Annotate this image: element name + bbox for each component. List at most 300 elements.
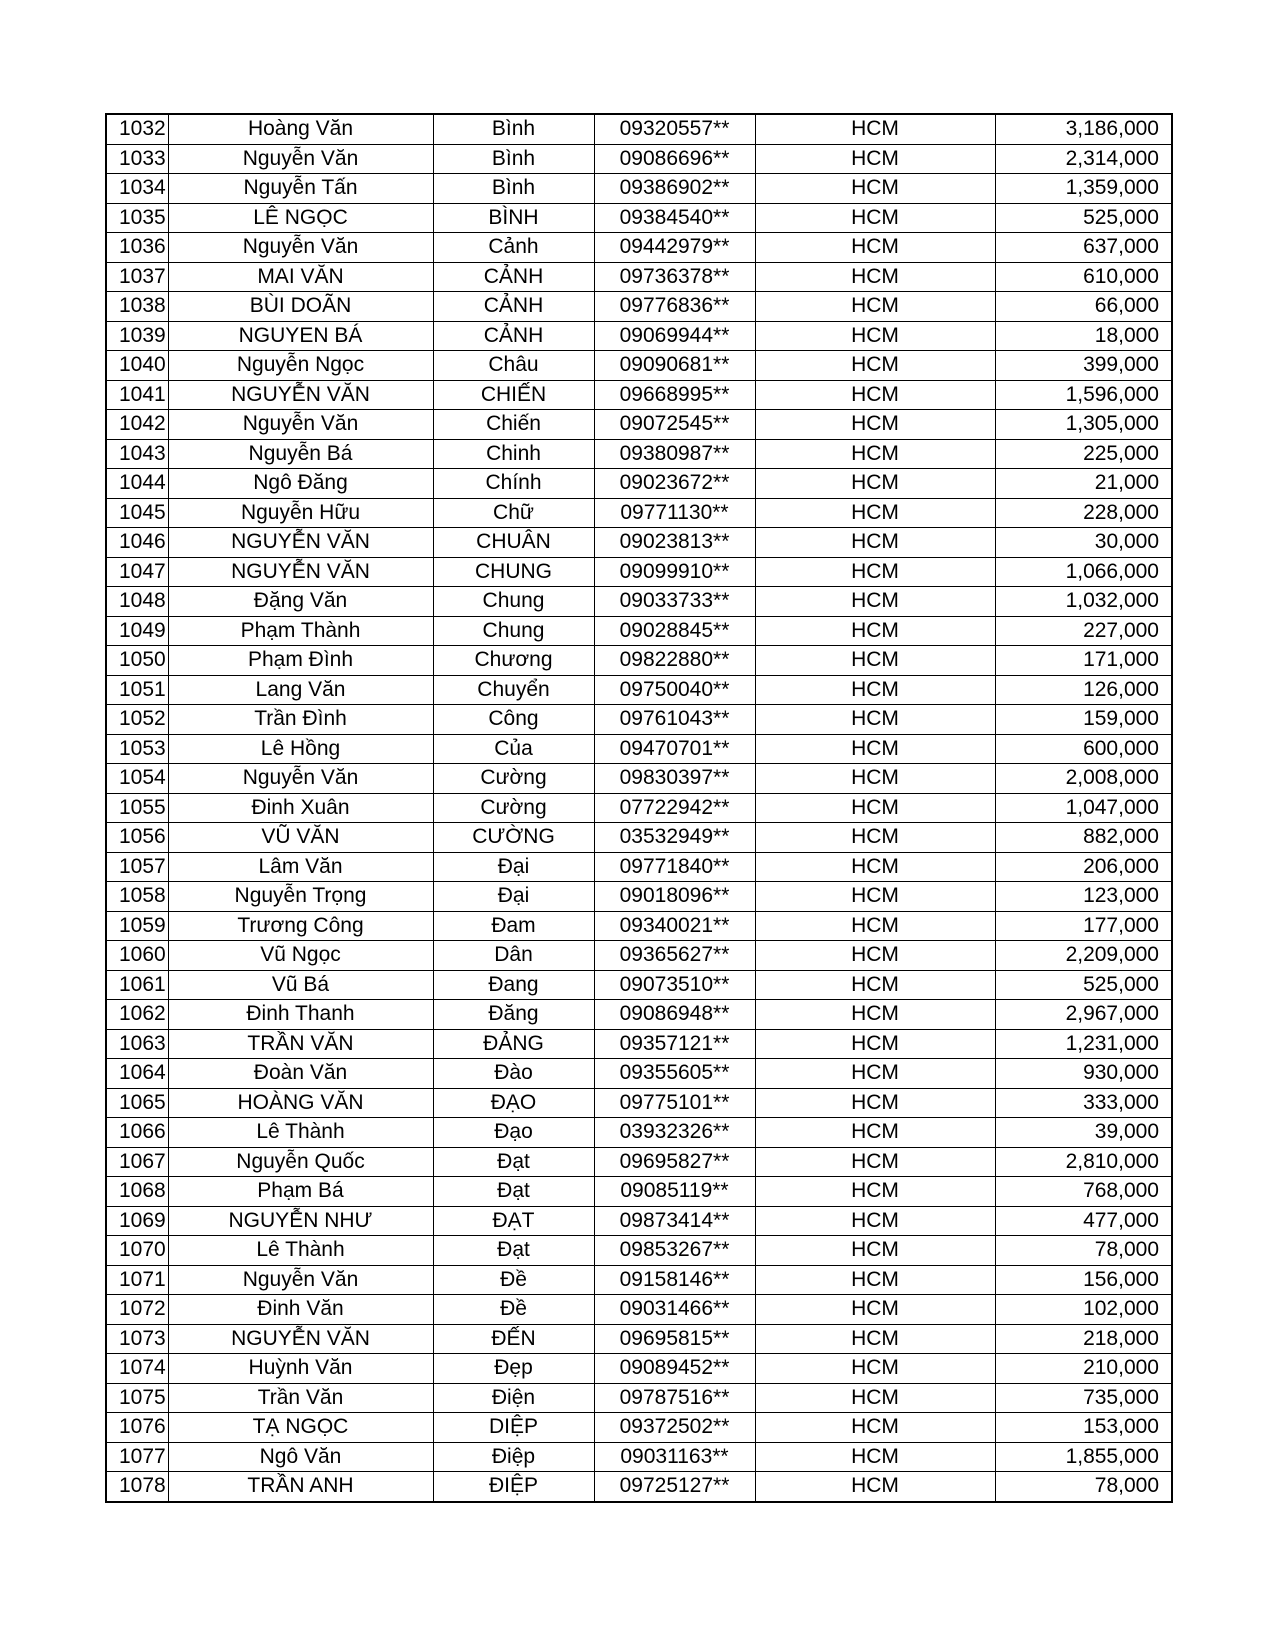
- region-cell: HCM: [755, 410, 995, 440]
- phone-cell: 09086948**: [594, 1000, 755, 1030]
- region-cell: HCM: [755, 1029, 995, 1059]
- amount-cell: 2,967,000: [995, 1000, 1172, 1030]
- row-number: 1076: [106, 1413, 168, 1443]
- amount-cell: 218,000: [995, 1324, 1172, 1354]
- table-row: [106, 410, 1172, 440]
- table-row: [106, 203, 1172, 233]
- phone-cell: 07722942**: [594, 793, 755, 823]
- row-number: 1068: [106, 1177, 168, 1207]
- amount-cell: 206,000: [995, 852, 1172, 882]
- surname-cell: MAI VĂN: [168, 262, 433, 292]
- table-row: [106, 144, 1172, 174]
- row-number: 1071: [106, 1265, 168, 1295]
- table-row: [106, 114, 1172, 144]
- row-number: 1044: [106, 469, 168, 499]
- region-cell: HCM: [755, 203, 995, 233]
- amount-cell: 78,000: [995, 1236, 1172, 1266]
- table-row: [106, 793, 1172, 823]
- phone-cell: 09380987**: [594, 439, 755, 469]
- amount-cell: 3,186,000: [995, 114, 1172, 144]
- table-row: [106, 262, 1172, 292]
- amount-cell: 126,000: [995, 675, 1172, 705]
- surname-cell: LÊ NGỌC: [168, 203, 433, 233]
- phone-cell: 09023813**: [594, 528, 755, 558]
- surname-cell: Ngô Đăng: [168, 469, 433, 499]
- given-name-cell: Cường: [433, 764, 594, 794]
- phone-cell: 09031466**: [594, 1295, 755, 1325]
- surname-cell: Nguyễn Văn: [168, 1265, 433, 1295]
- given-name-cell: ĐẢNG: [433, 1029, 594, 1059]
- row-number: 1054: [106, 764, 168, 794]
- phone-cell: 09028845**: [594, 616, 755, 646]
- region-cell: HCM: [755, 1265, 995, 1295]
- given-name-cell: Đạt: [433, 1236, 594, 1266]
- table-row: [106, 380, 1172, 410]
- phone-cell: 09320557**: [594, 114, 755, 144]
- row-number: 1047: [106, 557, 168, 587]
- row-number: 1066: [106, 1118, 168, 1148]
- table-row: [106, 1088, 1172, 1118]
- region-cell: HCM: [755, 1442, 995, 1472]
- region-cell: HCM: [755, 1324, 995, 1354]
- table-row: [106, 1147, 1172, 1177]
- amount-cell: 2,008,000: [995, 764, 1172, 794]
- table-row: [106, 469, 1172, 499]
- phone-cell: 09771840**: [594, 852, 755, 882]
- given-name-cell: ĐẠT: [433, 1206, 594, 1236]
- amount-cell: 1,855,000: [995, 1442, 1172, 1472]
- row-number: 1045: [106, 498, 168, 528]
- row-number: 1075: [106, 1383, 168, 1413]
- table-row: [106, 498, 1172, 528]
- given-name-cell: Dân: [433, 941, 594, 971]
- region-cell: HCM: [755, 793, 995, 823]
- phone-cell: 09158146**: [594, 1265, 755, 1295]
- given-name-cell: ĐẾN: [433, 1324, 594, 1354]
- surname-cell: Đặng Văn: [168, 587, 433, 617]
- row-number: 1042: [106, 410, 168, 440]
- table-row: [106, 1472, 1172, 1502]
- table-row: [106, 1059, 1172, 1089]
- surname-cell: NGUYỄN NHƯ: [168, 1206, 433, 1236]
- phone-cell: 09372502**: [594, 1413, 755, 1443]
- row-number: 1046: [106, 528, 168, 558]
- phone-cell: 09023672**: [594, 469, 755, 499]
- region-cell: HCM: [755, 262, 995, 292]
- table-row: [106, 1029, 1172, 1059]
- table-row: [106, 823, 1172, 853]
- surname-cell: NGUYỄN VĂN: [168, 380, 433, 410]
- amount-cell: 1,047,000: [995, 793, 1172, 823]
- phone-cell: 09442979**: [594, 233, 755, 263]
- given-name-cell: Chung: [433, 616, 594, 646]
- phone-cell: 03532949**: [594, 823, 755, 853]
- phone-cell: 09725127**: [594, 1472, 755, 1502]
- table-row: [106, 1324, 1172, 1354]
- region-cell: HCM: [755, 823, 995, 853]
- row-number: 1072: [106, 1295, 168, 1325]
- surname-cell: NGUYỄN VĂN: [168, 1324, 433, 1354]
- region-cell: HCM: [755, 380, 995, 410]
- given-name-cell: Đạt: [433, 1147, 594, 1177]
- row-number: 1039: [106, 321, 168, 351]
- surname-cell: Vũ Ngọc: [168, 941, 433, 971]
- phone-cell: 09470701**: [594, 734, 755, 764]
- table-row: [106, 734, 1172, 764]
- row-number: 1077: [106, 1442, 168, 1472]
- given-name-cell: Đại: [433, 882, 594, 912]
- phone-cell: 09386902**: [594, 174, 755, 204]
- surname-cell: Nguyễn Ngọc: [168, 351, 433, 381]
- given-name-cell: Chinh: [433, 439, 594, 469]
- table-row: [106, 852, 1172, 882]
- given-name-cell: Đẹp: [433, 1354, 594, 1384]
- region-cell: HCM: [755, 734, 995, 764]
- phone-cell: 09355605**: [594, 1059, 755, 1089]
- table-row: [106, 616, 1172, 646]
- amount-cell: 123,000: [995, 882, 1172, 912]
- given-name-cell: Đề: [433, 1295, 594, 1325]
- given-name-cell: Đăng: [433, 1000, 594, 1030]
- given-name-cell: CHUÂN: [433, 528, 594, 558]
- given-name-cell: Điện: [433, 1383, 594, 1413]
- row-number: 1034: [106, 174, 168, 204]
- row-number: 1041: [106, 380, 168, 410]
- table-row: [106, 646, 1172, 676]
- table-row: [106, 1413, 1172, 1443]
- region-cell: HCM: [755, 941, 995, 971]
- surname-cell: Lâm Văn: [168, 852, 433, 882]
- phone-cell: 09822880**: [594, 646, 755, 676]
- given-name-cell: Chương: [433, 646, 594, 676]
- phone-cell: 09761043**: [594, 705, 755, 735]
- given-name-cell: Công: [433, 705, 594, 735]
- region-cell: HCM: [755, 1177, 995, 1207]
- given-name-cell: Chuyển: [433, 675, 594, 705]
- amount-cell: 1,066,000: [995, 557, 1172, 587]
- region-cell: HCM: [755, 1383, 995, 1413]
- surname-cell: Phạm Bá: [168, 1177, 433, 1207]
- amount-cell: 1,305,000: [995, 410, 1172, 440]
- table-row: [106, 1118, 1172, 1148]
- surname-cell: Đinh Thanh: [168, 1000, 433, 1030]
- row-number: 1050: [106, 646, 168, 676]
- row-number: 1043: [106, 439, 168, 469]
- amount-cell: 153,000: [995, 1413, 1172, 1443]
- row-number: 1067: [106, 1147, 168, 1177]
- amount-cell: 171,000: [995, 646, 1172, 676]
- table-row: [106, 1354, 1172, 1384]
- amount-cell: 177,000: [995, 911, 1172, 941]
- surname-cell: NGUYỄN VĂN: [168, 557, 433, 587]
- region-cell: HCM: [755, 114, 995, 144]
- table-row: [106, 1236, 1172, 1266]
- row-number: 1035: [106, 203, 168, 233]
- amount-cell: 228,000: [995, 498, 1172, 528]
- region-cell: HCM: [755, 1088, 995, 1118]
- phone-cell: 09365627**: [594, 941, 755, 971]
- surname-cell: Nguyễn Văn: [168, 764, 433, 794]
- surname-cell: Nguyễn Quốc: [168, 1147, 433, 1177]
- table-row: [106, 321, 1172, 351]
- table-row: [106, 1000, 1172, 1030]
- row-number: 1032: [106, 114, 168, 144]
- surname-cell: TRẦN ANH: [168, 1472, 433, 1502]
- row-number: 1062: [106, 1000, 168, 1030]
- given-name-cell: Châu: [433, 351, 594, 381]
- row-number: 1061: [106, 970, 168, 1000]
- table-row: [106, 764, 1172, 794]
- row-number: 1064: [106, 1059, 168, 1089]
- phone-cell: 03932326**: [594, 1118, 755, 1148]
- given-name-cell: CHUNG: [433, 557, 594, 587]
- phone-cell: 09384540**: [594, 203, 755, 233]
- table-row: [106, 882, 1172, 912]
- row-number: 1052: [106, 705, 168, 735]
- region-cell: HCM: [755, 439, 995, 469]
- phone-cell: 09073510**: [594, 970, 755, 1000]
- given-name-cell: ĐIỆP: [433, 1472, 594, 1502]
- region-cell: HCM: [755, 144, 995, 174]
- given-name-cell: Đạo: [433, 1118, 594, 1148]
- amount-cell: 333,000: [995, 1088, 1172, 1118]
- region-cell: HCM: [755, 1472, 995, 1502]
- phone-cell: 09357121**: [594, 1029, 755, 1059]
- region-cell: HCM: [755, 233, 995, 263]
- phone-cell: 09830397**: [594, 764, 755, 794]
- given-name-cell: CẢNH: [433, 321, 594, 351]
- row-number: 1070: [106, 1236, 168, 1266]
- region-cell: HCM: [755, 587, 995, 617]
- row-number: 1074: [106, 1354, 168, 1384]
- surname-cell: Lê Hồng: [168, 734, 433, 764]
- row-number: 1078: [106, 1472, 168, 1502]
- region-cell: HCM: [755, 1059, 995, 1089]
- given-name-cell: Chính: [433, 469, 594, 499]
- region-cell: HCM: [755, 1000, 995, 1030]
- amount-cell: 30,000: [995, 528, 1172, 558]
- table-row: [106, 557, 1172, 587]
- phone-cell: 09787516**: [594, 1383, 755, 1413]
- phone-cell: 09072545**: [594, 410, 755, 440]
- amount-cell: 227,000: [995, 616, 1172, 646]
- amount-cell: 39,000: [995, 1118, 1172, 1148]
- surname-cell: Phạm Thành: [168, 616, 433, 646]
- records-table-body: [106, 114, 1172, 1502]
- surname-cell: Đinh Văn: [168, 1295, 433, 1325]
- surname-cell: Lê Thành: [168, 1236, 433, 1266]
- surname-cell: Huỳnh Văn: [168, 1354, 433, 1384]
- amount-cell: 78,000: [995, 1472, 1172, 1502]
- table-row: [106, 528, 1172, 558]
- given-name-cell: Chung: [433, 587, 594, 617]
- surname-cell: HOÀNG VĂN: [168, 1088, 433, 1118]
- table-row: [106, 675, 1172, 705]
- region-cell: HCM: [755, 498, 995, 528]
- region-cell: HCM: [755, 1147, 995, 1177]
- phone-cell: 09018096**: [594, 882, 755, 912]
- region-cell: HCM: [755, 675, 995, 705]
- table-row: [106, 292, 1172, 322]
- row-number: 1055: [106, 793, 168, 823]
- given-name-cell: ĐẠO: [433, 1088, 594, 1118]
- given-name-cell: Đam: [433, 911, 594, 941]
- amount-cell: 1,032,000: [995, 587, 1172, 617]
- region-cell: HCM: [755, 321, 995, 351]
- given-name-cell: CHIẾN: [433, 380, 594, 410]
- amount-cell: 882,000: [995, 823, 1172, 853]
- amount-cell: 637,000: [995, 233, 1172, 263]
- surname-cell: Hoàng Văn: [168, 114, 433, 144]
- table-row: [106, 587, 1172, 617]
- phone-cell: 09750040**: [594, 675, 755, 705]
- phone-cell: 09099910**: [594, 557, 755, 587]
- region-cell: HCM: [755, 705, 995, 735]
- surname-cell: NGUYỄN VĂN: [168, 528, 433, 558]
- region-cell: HCM: [755, 528, 995, 558]
- table-row: [106, 351, 1172, 381]
- table-row: [106, 1265, 1172, 1295]
- phone-cell: 09668995**: [594, 380, 755, 410]
- given-name-cell: Bình: [433, 174, 594, 204]
- phone-cell: 09736378**: [594, 262, 755, 292]
- surname-cell: Trần Đình: [168, 705, 433, 735]
- table-row: [106, 970, 1172, 1000]
- given-name-cell: Bình: [433, 144, 594, 174]
- table-row: [106, 1383, 1172, 1413]
- region-cell: HCM: [755, 1236, 995, 1266]
- table-row: [106, 439, 1172, 469]
- surname-cell: Phạm Đình: [168, 646, 433, 676]
- row-number: 1069: [106, 1206, 168, 1236]
- amount-cell: 225,000: [995, 439, 1172, 469]
- phone-cell: 09033733**: [594, 587, 755, 617]
- region-cell: HCM: [755, 646, 995, 676]
- region-cell: HCM: [755, 557, 995, 587]
- amount-cell: 1,596,000: [995, 380, 1172, 410]
- phone-cell: 09853267**: [594, 1236, 755, 1266]
- region-cell: HCM: [755, 1295, 995, 1325]
- amount-cell: 2,314,000: [995, 144, 1172, 174]
- given-name-cell: Của: [433, 734, 594, 764]
- amount-cell: 525,000: [995, 203, 1172, 233]
- region-cell: HCM: [755, 970, 995, 1000]
- row-number: 1038: [106, 292, 168, 322]
- phone-cell: 09069944**: [594, 321, 755, 351]
- amount-cell: 768,000: [995, 1177, 1172, 1207]
- amount-cell: 1,359,000: [995, 174, 1172, 204]
- surname-cell: Nguyễn Trọng: [168, 882, 433, 912]
- phone-cell: 09090681**: [594, 351, 755, 381]
- row-number: 1056: [106, 823, 168, 853]
- region-cell: HCM: [755, 1413, 995, 1443]
- row-number: 1057: [106, 852, 168, 882]
- row-number: 1073: [106, 1324, 168, 1354]
- surname-cell: Nguyễn Bá: [168, 439, 433, 469]
- amount-cell: 610,000: [995, 262, 1172, 292]
- amount-cell: 930,000: [995, 1059, 1172, 1089]
- surname-cell: NGUYEN BÁ: [168, 321, 433, 351]
- row-number: 1049: [106, 616, 168, 646]
- surname-cell: Vũ Bá: [168, 970, 433, 1000]
- region-cell: HCM: [755, 1206, 995, 1236]
- given-name-cell: CƯỜNG: [433, 823, 594, 853]
- surname-cell: Trần Văn: [168, 1383, 433, 1413]
- phone-cell: 09775101**: [594, 1088, 755, 1118]
- given-name-cell: Đề: [433, 1265, 594, 1295]
- phone-cell: 09089452**: [594, 1354, 755, 1384]
- given-name-cell: Bình: [433, 114, 594, 144]
- table-row: [106, 941, 1172, 971]
- table-row: [106, 1442, 1172, 1472]
- region-cell: HCM: [755, 292, 995, 322]
- amount-cell: 156,000: [995, 1265, 1172, 1295]
- given-name-cell: Chiến: [433, 410, 594, 440]
- phone-cell: 09340021**: [594, 911, 755, 941]
- region-cell: HCM: [755, 351, 995, 381]
- surname-cell: Nguyễn Tấn: [168, 174, 433, 204]
- region-cell: HCM: [755, 174, 995, 204]
- row-number: 1053: [106, 734, 168, 764]
- given-name-cell: Đạt: [433, 1177, 594, 1207]
- amount-cell: 2,810,000: [995, 1147, 1172, 1177]
- amount-cell: 210,000: [995, 1354, 1172, 1384]
- amount-cell: 18,000: [995, 321, 1172, 351]
- amount-cell: 159,000: [995, 705, 1172, 735]
- amount-cell: 600,000: [995, 734, 1172, 764]
- surname-cell: Lang Văn: [168, 675, 433, 705]
- row-number: 1059: [106, 911, 168, 941]
- phone-cell: 09085119**: [594, 1177, 755, 1207]
- given-name-cell: Cảnh: [433, 233, 594, 263]
- table-row: [106, 1295, 1172, 1325]
- given-name-cell: BÌNH: [433, 203, 594, 233]
- amount-cell: 21,000: [995, 469, 1172, 499]
- amount-cell: 399,000: [995, 351, 1172, 381]
- region-cell: HCM: [755, 764, 995, 794]
- row-number: 1058: [106, 882, 168, 912]
- row-number: 1051: [106, 675, 168, 705]
- region-cell: HCM: [755, 1118, 995, 1148]
- surname-cell: Đinh Xuân: [168, 793, 433, 823]
- region-cell: HCM: [755, 1354, 995, 1384]
- row-number: 1048: [106, 587, 168, 617]
- given-name-cell: CẢNH: [433, 262, 594, 292]
- surname-cell: TRẦN VĂN: [168, 1029, 433, 1059]
- phone-cell: 09695827**: [594, 1147, 755, 1177]
- amount-cell: 525,000: [995, 970, 1172, 1000]
- given-name-cell: Đại: [433, 852, 594, 882]
- table-row: [106, 174, 1172, 204]
- amount-cell: 102,000: [995, 1295, 1172, 1325]
- table-row: [106, 233, 1172, 263]
- phone-cell: 09776836**: [594, 292, 755, 322]
- row-number: 1037: [106, 262, 168, 292]
- amount-cell: 477,000: [995, 1206, 1172, 1236]
- row-number: 1033: [106, 144, 168, 174]
- region-cell: HCM: [755, 469, 995, 499]
- table-row: [106, 911, 1172, 941]
- given-name-cell: Đang: [433, 970, 594, 1000]
- table-row: [106, 1206, 1172, 1236]
- phone-cell: 09873414**: [594, 1206, 755, 1236]
- given-name-cell: Cường: [433, 793, 594, 823]
- records-table: [105, 113, 1173, 1503]
- surname-cell: Trương Công: [168, 911, 433, 941]
- row-number: 1065: [106, 1088, 168, 1118]
- row-number: 1036: [106, 233, 168, 263]
- given-name-cell: CẢNH: [433, 292, 594, 322]
